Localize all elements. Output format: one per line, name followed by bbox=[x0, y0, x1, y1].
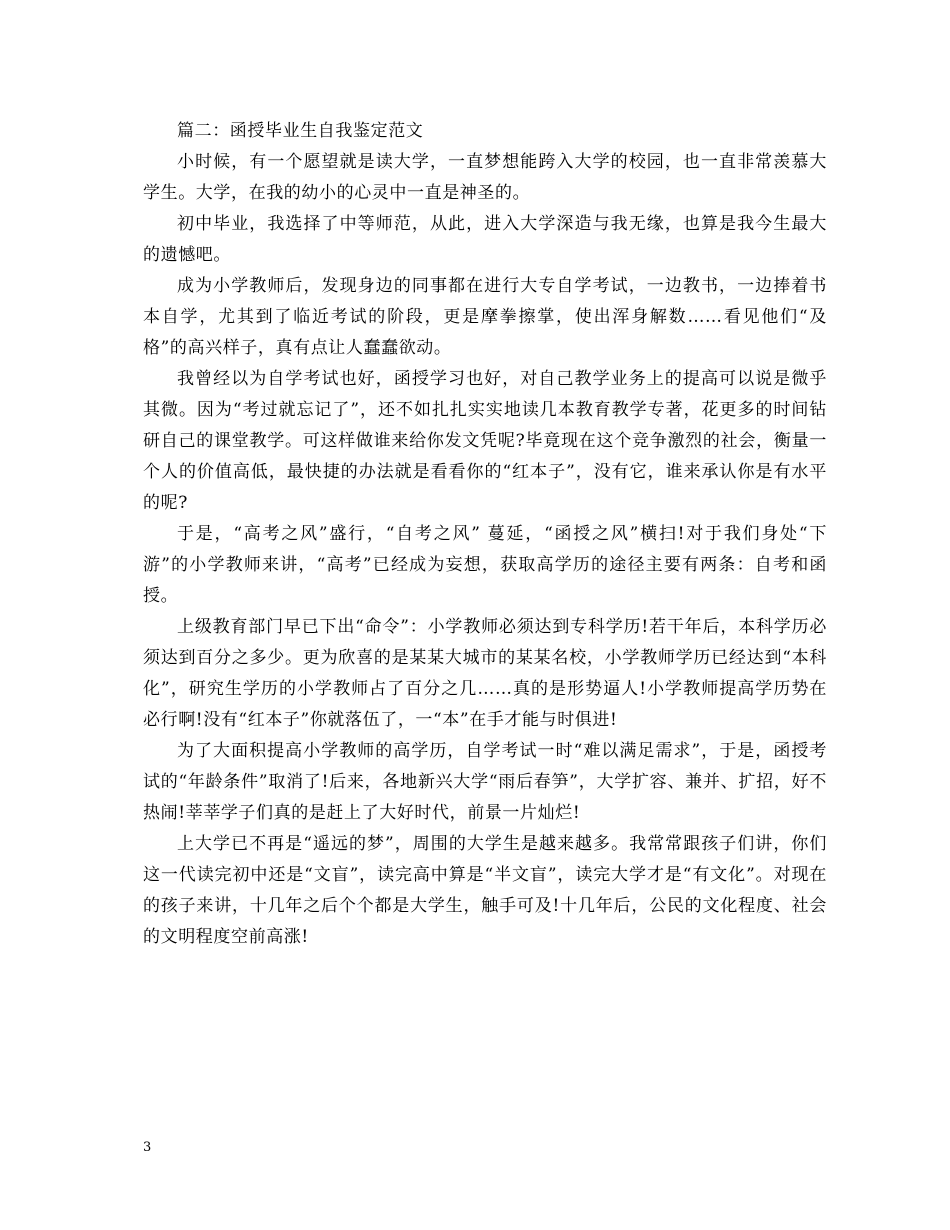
paragraph-1: 小时候，有一个愿望就是读大学，一直梦想能跨入大学的校园，也一直非常羡慕大学生。大学，在我的幼小的心灵中一直是神圣的。 bbox=[143, 152, 827, 203]
paragraph-5: 于是，“高考之风”盛行，“自考之风” 蔓延，“函授之风”横扫!对于我们身处“下游”的小学教师来讲，“高考”已经成为妄想，获取高学历的途径主要有两条：自考和函授。 bbox=[143, 524, 827, 606]
paragraph-6: 上级教育部门早已下出“命令”：小学教师必须达到专科学历!若干年后，本科学历必须达到百分之多少。更为欣喜的是某某大城市的某某名校，小学教师学历已经达到“本科化”，研究生学历的小学教师占了百分之几……真的是形势逼人!小学教师提高学历势在必行啊!没有“红本子”你就落伍了，一“本”在手才能与时俱进! bbox=[143, 617, 827, 730]
document-title: 篇二：函授毕业生自我鉴定范文 bbox=[177, 121, 424, 141]
paragraph-8: 上大学已不再是“遥远的梦”，周围的大学生是越来越多。我常常跟孩子们讲，你们这一代读完初中还是“文盲”，读完高中算是“半文盲”，读完大学才是“有文化”。对现在的孩子来讲，十几年之后个个都是大学生，触手可及!十几年后，公民的文化程度、社会的文明程度空前高涨! bbox=[143, 834, 827, 947]
paragraph-3: 成为小学教师后，发现身边的同事都在进行大专自学考试，一边教书，一边捧着书本自学，尤其到了临近考试的阶段，更是摩拳擦掌，使出浑身解数……看见他们“及格”的高兴样子，真有点让人蠢蠢欲动。 bbox=[143, 276, 827, 358]
document-body bbox=[143, 116, 827, 953]
paragraph-2: 初中毕业，我选择了中等师范，从此，进入大学深造与我无缘，也算是我今生最大的遗憾吧。 bbox=[143, 214, 827, 265]
paragraph-4: 我曾经以为自学考试也好，函授学习也好，对自己教学业务上的提高可以说是微乎其微。因为“考过就忘记了”，还不如扎扎实实地读几本教育教学专著，花更多的时间钻研自己的课堂教学。可这样做谁来给你发文凭呢?毕竟现在这个竞争激烈的社会，衡量一个人的价值高低，最快捷的办法就是看看你的“红本子”，没有它，谁来承认你是有水平的呢? bbox=[143, 369, 827, 513]
paragraph-7: 为了大面积提高小学教师的高学历，自学考试一时“难以满足需求”，于是，函授考试的“年龄条件”取消了!后来，各地新兴大学“雨后春笋”，大学扩容、兼并、扩招，好不热闹!莘莘学子们真的是赶上了大好时代，前景一片灿烂! bbox=[143, 741, 827, 823]
page-number: 3 bbox=[143, 1140, 152, 1155]
